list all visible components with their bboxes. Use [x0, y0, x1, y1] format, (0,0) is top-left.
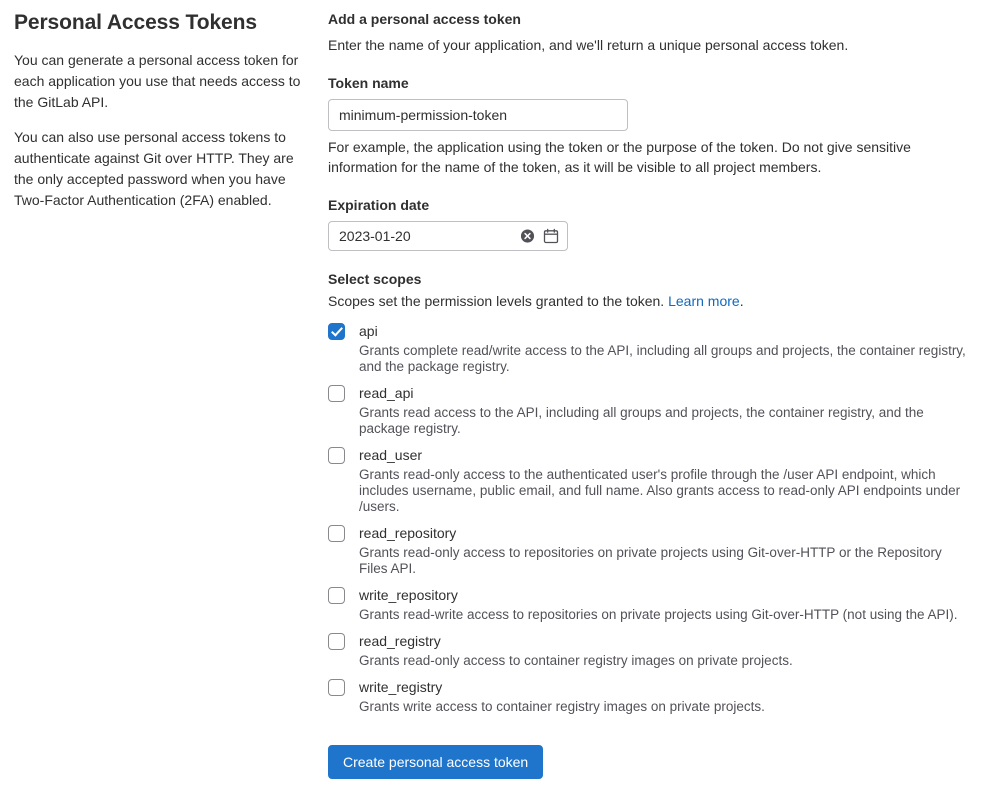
scopes-description-suffix: . [739, 293, 744, 309]
scope-checkbox-read_user[interactable] [328, 447, 345, 464]
token-name-label: Token name [328, 75, 409, 91]
create-personal-access-token-button[interactable]: Create personal access token [328, 745, 543, 779]
scopes-group [328, 269, 966, 715]
scope-description-api: Grants complete read/write access to the API, including all groups and projects, the container registry, and the package registry. [359, 343, 966, 374]
scope-description-read_api: Grants read access to the API, including all groups and projects, the container registry, and the package registry. [359, 405, 924, 436]
scope-checkbox-read_registry[interactable] [328, 633, 345, 650]
scope-name-read_repository[interactable]: read_repository [359, 525, 457, 541]
scopes-description-text: Scopes set the permission levels granted to the token. [328, 293, 669, 309]
expiration-date-label: Expiration date [328, 197, 430, 213]
page-title: Personal Access Tokens [14, 11, 257, 34]
calendar-icon[interactable] [543, 228, 559, 244]
scope-checkbox-read_repository[interactable] [328, 525, 345, 542]
scope-item[interactable] [328, 631, 966, 651]
scope-name-write_repository[interactable]: write_repository [359, 587, 458, 603]
scope-item[interactable] [328, 677, 966, 697]
scope-item[interactable] [328, 321, 966, 341]
intro-column [0, 0, 328, 797]
intro-paragraph-2: You can also use personal access tokens to authenticate against Git over HTTP. They are the only accepted password when you have Two-Factor Authentication (2FA) enabled. [14, 129, 294, 209]
scopes-label: Select scopes [328, 271, 422, 287]
intro-paragraph-1: You can generate a personal access token for each application you use that needs access to the GitLab API. [14, 52, 301, 111]
scope-checkbox-read_api[interactable] [328, 385, 345, 402]
scope-checkbox-api[interactable] [328, 323, 345, 340]
scope-item[interactable] [328, 585, 966, 605]
token-name-help: For example, the application using the token or the purpose of the token. Do not give sensitive information for the name of the token, as it will be visible to all project members. [328, 139, 911, 175]
scope-description-write_repository: Grants read-write access to repositories on private projects using Git-over-HTTP (not using the API). [359, 607, 958, 622]
scope-description-read_registry: Grants read-only access to container registry images on private projects. [359, 653, 793, 668]
scope-checkbox-write_repository[interactable] [328, 587, 345, 604]
scope-item[interactable] [328, 445, 966, 465]
expiration-date-field [328, 221, 568, 251]
form-description: Enter the name of your application, and we'll return a unique personal access token. [328, 37, 849, 53]
clear-circle-icon[interactable] [520, 229, 535, 244]
scopes-description [328, 291, 966, 311]
scope-name-api[interactable]: api [359, 323, 378, 339]
scope-name-read_user[interactable]: read_user [359, 447, 423, 463]
scope-description-read_repository: Grants read-only access to repositories on private projects using Git-over-HTTP or the Repository Files API. [359, 545, 942, 576]
scope-checkbox-write_registry[interactable] [328, 679, 345, 696]
scope-item[interactable] [328, 383, 966, 403]
token-name-input[interactable] [328, 99, 628, 131]
scopes-list [328, 321, 966, 715]
token-form-column [328, 0, 986, 797]
scope-description-read_user: Grants read-only access to the authenticated user's profile through the /user API endpoint, which includes username, public email, and full name. Also grants access to read-only API endpoints under /users. [359, 467, 961, 514]
scope-item[interactable] [328, 523, 966, 543]
scope-name-write_registry[interactable]: write_registry [359, 679, 443, 695]
scope-name-read_registry[interactable]: read_registry [359, 633, 441, 649]
form-heading: Add a personal access token [328, 11, 521, 27]
learn-more-link[interactable]: Learn more [668, 293, 740, 309]
scope-description-write_registry: Grants write access to container registry images on private projects. [359, 699, 765, 714]
expiration-group [328, 195, 966, 251]
scope-name-read_api[interactable]: read_api [359, 385, 414, 401]
